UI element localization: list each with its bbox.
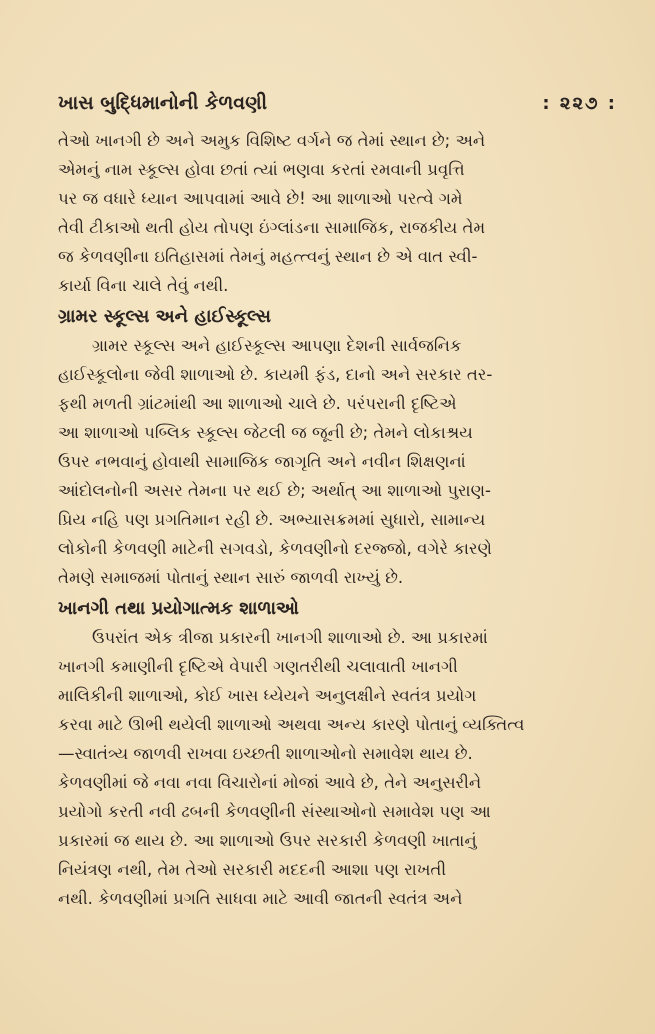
section-heading: ખાનગી તથા પ્રયોગાત્મક શાળાઓ <box>58 598 299 619</box>
text-line: આ શાળાઓ પબ્લિક સ્કૂલ્સ જેટલી જ જૂની છે; તેમને લોકાશ્રય <box>58 423 473 442</box>
text-line: તેમણે સમાજમાં પોતાનું સ્થાન સારું જાળવી રાખ્યું છે. <box>58 568 404 587</box>
text-line: કાર્યા વિના ચાલે તેવું નથી. <box>58 276 229 295</box>
text-line: નિયંત્રણ નથી, તેમ તેઓ સરકારી મદદની આશા પણ રાખતી <box>58 860 447 879</box>
text-line: લોકોની કેળવણી માટેની સગવડો, કેળવણીનો દરજ્જો, વગેરે કારણે <box>58 539 492 558</box>
paragraph-private-schools <box>58 623 617 913</box>
text-line: જ કેળવણીના ઇતિહાસમાં તેમનું મહત્ત્વનું સ્થાન છે એ વાત સ્વી- <box>58 247 478 266</box>
text-line: તેવી ટીકાઓ થતી હોય તોપણ ઇંગ્લાંડના સામાજિક, રાજકીય તેમ <box>58 218 486 237</box>
paragraph-intro <box>58 126 617 300</box>
text-line: ઉપર નભવાનું હોવાથી સામાજિક જાગૃતિ અને નવીન શિક્ષણનાં <box>58 452 466 471</box>
running-title: ખાસ બુદ્ધિમાનોની કેળવણી <box>58 92 268 114</box>
paragraph-grammar-schools <box>58 331 617 592</box>
text-line: નથી. કેળવણીમાં પ્રગતિ સાધવા માટે આવી જાતની સ્વતંત્ર અને <box>58 889 463 908</box>
text-line: પર જ વધારે ધ્યાન આપવામાં આવે છે! આ શાળાઓ પરત્વે ગમે <box>58 189 463 208</box>
section-grammar-schools <box>58 306 617 592</box>
text-line: ફથી મળતી ગ્રાંટમાંથી આ શાળાઓ ચાલે છે. પરંપરાની દૃષ્ટિએ <box>58 394 457 413</box>
text-line: તેઓ ખાનગી છે અને અમુક વિશિષ્ટ વર્ગને જ તેમાં સ્થાન છે; અને <box>58 131 486 150</box>
text-line: પ્રિય નહિ પણ પ્રગતિમાન રહી છે. અભ્યાસક્રમમાં સુધારો, સામાન્ય <box>58 510 486 529</box>
text-line: કેળવણીમાં જે નવા નવા વિચારોનાં મોજાં આવે છે, તેને અનુસરીને <box>58 773 482 792</box>
text-line: —સ્વાતંત્ર્ય જાળવી રાખવા ઇચ્છતી શાળાઓનો સમાવેશ થાય છે. <box>58 744 473 763</box>
text-line: ઉપરાંત એક ત્રીજા પ્રકારની ખાનગી શાળાઓ છે. આ પ્રકારમાં <box>92 628 488 647</box>
text-line: હાઈસ્કૂલોના જેવી શાળાઓ છે. કાયમી ફંડ, દાનો અને સરકાર તર- <box>58 365 493 384</box>
section-private-schools <box>58 598 617 913</box>
text-line: આંદોલનોની અસર તેમના પર થઈ છે; અર્થાત્ આ શાળાઓ પુરાણ- <box>58 481 491 500</box>
section-heading: ગ્રામર સ્કૂલ્સ અને હાઈસ્કૂલ્સ <box>58 306 271 327</box>
text-line: પ્રયોગો કરતી નવી ઢબની કેળવણીની સંસ્થાઓનો સમાવેશ પણ આ <box>58 802 491 821</box>
text-line: ખાનગી કમાણીની દૃષ્ટિએ વેપારી ગણતરીથી ચલાવાતી ખાનગી <box>58 657 458 676</box>
text-line: ગ્રામર સ્કૂલ્સ અને હાઈસ્કૂલ્સ આપણા દેશની સાર્વજનિક <box>92 336 462 355</box>
section-intro <box>58 126 617 300</box>
running-header <box>58 92 617 114</box>
text-line: એમનું નામ સ્કૂલ્સ હોવા છતાં ત્યાં ભણવા કરતાં રમવાની પ્રવૃત્તિ <box>58 160 465 179</box>
page-number: : ૨૨૭ : <box>542 93 617 114</box>
text-line: પ્રકારમાં જ થાય છે. આ શાળાઓ ઉપર સરકારી કેળવણી ખાતાનું <box>58 831 477 850</box>
text-line: માલિકીની શાળાઓ, કોઈ ખાસ ધ્યેયને અનુલક્ષીને સ્વતંત્ર પ્રયોગ <box>58 686 477 705</box>
text-line: કરવા માટે ઊભી થયેલી શાળાઓ અથવા અન્ય કારણે પોતાનું વ્યક્તિત્વ <box>58 715 525 734</box>
